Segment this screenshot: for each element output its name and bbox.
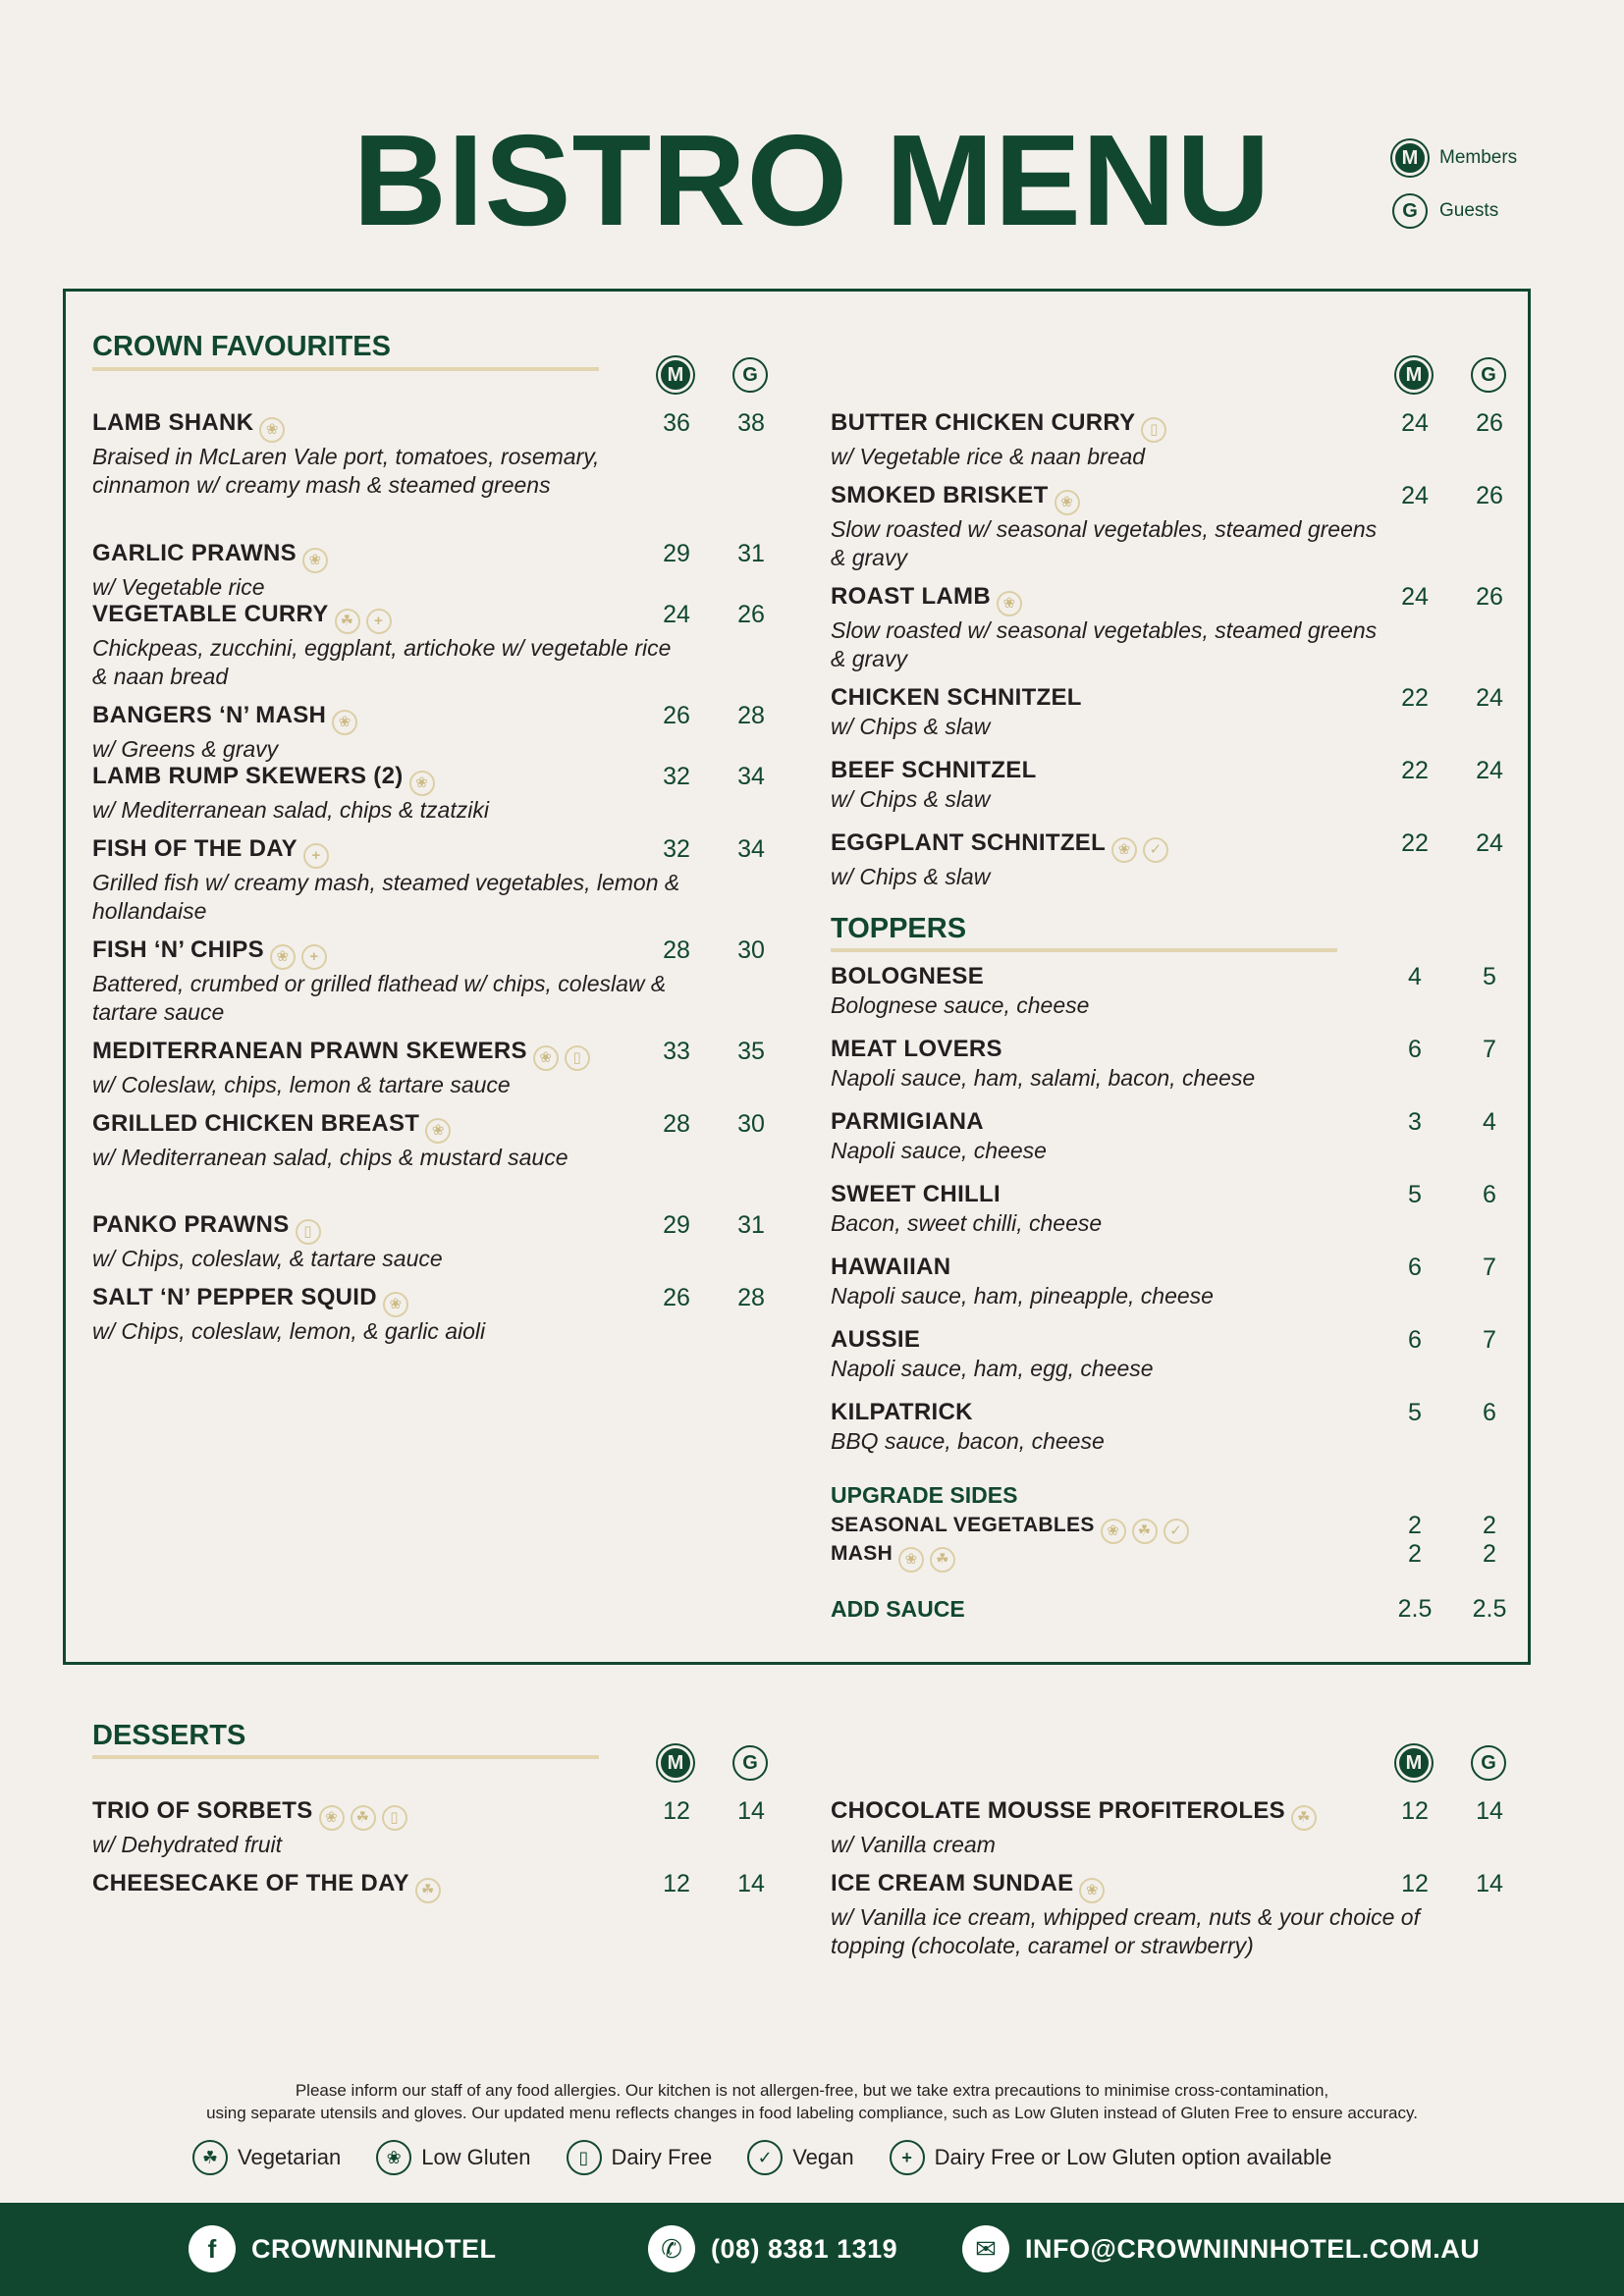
menu-item-name bbox=[92, 1037, 681, 1071]
facebook-icon: f bbox=[189, 2225, 236, 2272]
menu-item-description: w/ Coleslaw, chips, lemon & tartare sauce bbox=[92, 1072, 511, 1097]
allergy-disclaimer bbox=[0, 2079, 1624, 2124]
guests-icon: G bbox=[1471, 357, 1506, 393]
upgrade-sides-heading: UPGRADE SIDES bbox=[831, 1482, 1018, 1508]
menu-item-description: Grilled fish w/ creamy mash, steamed vegetables, lemon & hollandaise bbox=[92, 870, 680, 924]
low-gluten-icon: ❀ bbox=[383, 1292, 408, 1317]
members-price: 33 bbox=[663, 1038, 690, 1065]
phone-number: (08) 8381 1319 bbox=[711, 2233, 898, 2264]
guests-price: 31 bbox=[737, 540, 765, 567]
guests-price: 2 bbox=[1483, 1512, 1496, 1539]
menu-item-name bbox=[831, 683, 1380, 713]
members-price: 28 bbox=[663, 936, 690, 964]
dairy-free-icon: ▯ bbox=[296, 1219, 321, 1245]
menu-item-name-text: ROAST LAMB bbox=[831, 583, 991, 610]
menu-item-name-text: CHOCOLATE MOUSSE PROFITEROLES bbox=[831, 1797, 1285, 1824]
crown-favourites-heading: CROWN FAVOURITES bbox=[92, 331, 391, 362]
menu-item bbox=[92, 1283, 681, 1346]
dietary-key bbox=[192, 2140, 1367, 2175]
menu-item-name bbox=[92, 1210, 681, 1245]
guests-price: 34 bbox=[737, 763, 765, 790]
desserts-heading: DESSERTS bbox=[92, 1720, 246, 1751]
menu-item-name bbox=[92, 935, 681, 970]
menu-item-description: w/ Chips, coleslaw, lemon, & garlic aioli bbox=[92, 1318, 486, 1344]
members-icon: M bbox=[1396, 1745, 1432, 1781]
menu-item bbox=[92, 408, 681, 500]
vegetarian-icon: ☘ bbox=[1291, 1805, 1317, 1831]
menu-item-name bbox=[92, 701, 681, 735]
dietary-key-label: Low Gluten bbox=[421, 2145, 531, 2169]
low-gluten-icon: ❀ bbox=[425, 1118, 451, 1144]
menu-item bbox=[831, 1253, 1380, 1310]
members-price: 26 bbox=[663, 1284, 690, 1311]
menu-item-name bbox=[831, 1180, 1380, 1209]
dietary-key-label: Vegan bbox=[792, 2145, 854, 2169]
menu-item-description: Chickpeas, zucchini, eggplant, artichoke w/ vegetable rice & naan bread bbox=[92, 635, 672, 689]
section-divider bbox=[92, 367, 599, 371]
members-price: 22 bbox=[1401, 757, 1429, 784]
email-address: INFO@CROWNINNHOTEL.COM.AU bbox=[1025, 2233, 1481, 2264]
low-gluten-icon: ❀ bbox=[259, 417, 285, 443]
menu-item bbox=[92, 935, 681, 1027]
menu-item bbox=[831, 1796, 1420, 1859]
guests-price: 35 bbox=[737, 1038, 765, 1065]
menu-item-description: w/ Vanilla cream bbox=[831, 1832, 996, 1857]
guests-price: 30 bbox=[737, 1110, 765, 1138]
guests-price: 26 bbox=[1476, 482, 1503, 509]
members-price: 26 bbox=[663, 702, 690, 729]
low-gluten-icon: ❀ bbox=[1055, 490, 1080, 515]
add-sauce-members-price: 2.5 bbox=[1397, 1595, 1433, 1623]
menu-item-name bbox=[831, 1398, 1380, 1427]
members-icon: M bbox=[658, 1745, 693, 1781]
menu-item bbox=[831, 828, 1380, 891]
menu-item bbox=[92, 1796, 681, 1859]
menu-item-description: w/ Chips & slaw bbox=[831, 864, 991, 889]
guests-price: 30 bbox=[737, 936, 765, 964]
menu-item-name bbox=[92, 1796, 681, 1831]
menu-item-name bbox=[831, 1869, 1420, 1903]
menu-item-name bbox=[92, 1109, 681, 1144]
dairy-free-or-low-gluten-option-icon: + bbox=[366, 609, 392, 634]
disclaimer-line: using separate utensils and gloves. Our updated menu reflects changes in food labeling compliance, such as Low Gluten instead of Gluten Free to ensure accuracy. bbox=[206, 2104, 1418, 2122]
menu-item-name-text: PANKO PRAWNS bbox=[92, 1211, 290, 1238]
menu-item-name bbox=[831, 408, 1380, 443]
menu-item-description: w/ Vegetable rice bbox=[92, 574, 265, 600]
vegan-icon: ✓ bbox=[1143, 837, 1168, 863]
guests-price: 7 bbox=[1483, 1254, 1496, 1281]
low-gluten-icon: ❀ bbox=[898, 1547, 924, 1573]
menu-item-description: Bolognese sauce, cheese bbox=[831, 992, 1090, 1018]
dairy-free-or-low-gluten-option-icon: + bbox=[301, 944, 327, 970]
guests-price: 24 bbox=[1476, 684, 1503, 712]
menu-item-name-text: GARLIC PRAWNS bbox=[92, 540, 297, 566]
menu-item bbox=[92, 701, 681, 764]
price-legend bbox=[1392, 137, 1517, 243]
menu-item-name-text: VEGETABLE CURRY bbox=[92, 601, 329, 627]
menu-item-name bbox=[831, 1325, 1380, 1355]
low-gluten-icon: ❀ bbox=[997, 591, 1022, 616]
menu-item bbox=[92, 600, 681, 691]
dietary-key-label: Dairy Free bbox=[611, 2145, 713, 2169]
members-price: 29 bbox=[663, 540, 690, 567]
members-label: Members bbox=[1439, 147, 1518, 168]
contact-footer bbox=[0, 2203, 1624, 2296]
phone-icon: ✆ bbox=[648, 2225, 695, 2272]
low-gluten-icon: ❀ bbox=[302, 548, 328, 573]
low-gluten-icon: ❀ bbox=[376, 2140, 411, 2175]
vegetarian-icon: ☘ bbox=[351, 1805, 376, 1831]
guests-price: 26 bbox=[737, 601, 765, 628]
guests-price: 38 bbox=[737, 409, 765, 437]
menu-item bbox=[831, 1035, 1380, 1093]
toppers-heading: TOPPERS bbox=[831, 913, 967, 944]
menu-item bbox=[831, 1325, 1380, 1383]
menu-item-name-text: AUSSIE bbox=[831, 1326, 921, 1353]
guests-price: 14 bbox=[1476, 1870, 1503, 1897]
members-price: 22 bbox=[1401, 684, 1429, 712]
menu-item-name bbox=[831, 828, 1380, 863]
vegetarian-icon: ☘ bbox=[930, 1547, 955, 1573]
members-price: 6 bbox=[1408, 1254, 1422, 1281]
menu-title: BISTRO MENU bbox=[352, 108, 1272, 252]
guests-price: 5 bbox=[1483, 963, 1496, 990]
menu-item-description: w/ Vegetable rice & naan bread bbox=[831, 444, 1146, 469]
dairy-free-icon: ▯ bbox=[565, 1045, 590, 1071]
menu-item bbox=[831, 962, 1380, 1020]
menu-item bbox=[831, 582, 1380, 673]
members-price: 4 bbox=[1408, 963, 1422, 990]
members-price: 29 bbox=[663, 1211, 690, 1239]
guests-price: 28 bbox=[737, 1284, 765, 1311]
guests-price: 24 bbox=[1476, 757, 1503, 784]
members-price: 24 bbox=[1401, 583, 1429, 611]
menu-item-description: w/ Mediterranean salad, chips & tzatziki bbox=[92, 797, 489, 823]
menu-item bbox=[831, 1869, 1420, 1960]
guests-icon: G bbox=[732, 1745, 768, 1781]
menu-item-name bbox=[92, 408, 681, 443]
low-gluten-icon: ❀ bbox=[332, 710, 357, 735]
guests-price: 24 bbox=[1476, 829, 1503, 857]
dietary-key-item bbox=[567, 2140, 713, 2175]
menu-item-description: Napoli sauce, cheese bbox=[831, 1138, 1047, 1163]
dairy-free-icon: ▯ bbox=[382, 1805, 407, 1831]
vegan-icon: ✓ bbox=[1164, 1519, 1189, 1544]
guests-price: 6 bbox=[1483, 1181, 1496, 1208]
guests-price: 7 bbox=[1483, 1326, 1496, 1354]
section-divider bbox=[92, 1755, 599, 1759]
menu-item-name-text: HAWAIIAN bbox=[831, 1254, 951, 1280]
menu-item-description: w/ Chips, coleslaw, & tartare sauce bbox=[92, 1246, 443, 1271]
guests-price: 4 bbox=[1483, 1108, 1496, 1136]
members-price: 6 bbox=[1408, 1036, 1422, 1063]
members-price: 28 bbox=[663, 1110, 690, 1138]
email-link[interactable] bbox=[962, 2225, 1480, 2272]
menu-item-name-text: LAMB RUMP SKEWERS (2) bbox=[92, 763, 404, 789]
menu-item-name-text: MEDITERRANEAN PRAWN SKEWERS bbox=[92, 1038, 527, 1064]
menu-item-name-text: ICE CREAM SUNDAE bbox=[831, 1870, 1074, 1896]
members-price: 24 bbox=[1401, 409, 1429, 437]
guests-price: 26 bbox=[1476, 583, 1503, 611]
menu-item-name-text: SEASONAL VEGETABLES bbox=[831, 1514, 1095, 1536]
members-icon: M bbox=[1396, 357, 1432, 393]
menu-item-name-text: EGGPLANT SCHNITZEL bbox=[831, 829, 1107, 856]
members-price: 5 bbox=[1408, 1181, 1422, 1208]
section-divider bbox=[831, 948, 1337, 952]
menu-item-name-text: KILPATRICK bbox=[831, 1399, 973, 1425]
phone-link[interactable] bbox=[648, 2225, 897, 2272]
menu-item-name bbox=[831, 1539, 1380, 1573]
menu-item-name-text: SMOKED BRISKET bbox=[831, 482, 1049, 508]
guests-icon: G bbox=[1471, 1745, 1506, 1781]
facebook-link[interactable] bbox=[189, 2225, 496, 2272]
menu-item-name-text: SALT ‘N’ PEPPER SQUID bbox=[92, 1284, 377, 1310]
guests-price: 14 bbox=[1476, 1797, 1503, 1825]
add-sauce-label: ADD SAUCE bbox=[831, 1596, 965, 1622]
menu-item bbox=[831, 1539, 1380, 1573]
menu-item-description: Slow roasted w/ seasonal vegetables, steamed greens & gravy bbox=[831, 617, 1378, 671]
dietary-key-label: Dairy Free or Low Gluten option available bbox=[934, 2145, 1332, 2169]
menu-item-name-text: TRIO OF SORBETS bbox=[92, 1797, 313, 1824]
guests-price: 31 bbox=[737, 1211, 765, 1239]
members-price: 32 bbox=[663, 763, 690, 790]
menu-item-description: w/ Vanilla ice cream, whipped cream, nuts & your choice of topping (chocolate, caramel or strawberry) bbox=[831, 1904, 1420, 1958]
vegetarian-icon: ☘ bbox=[192, 2140, 228, 2175]
members-price: 12 bbox=[1401, 1797, 1429, 1825]
members-price: 36 bbox=[663, 409, 690, 437]
dairy-free-icon: ▯ bbox=[1141, 417, 1166, 443]
menu-item-name bbox=[831, 1107, 1380, 1137]
members-price: 2 bbox=[1408, 1540, 1422, 1568]
menu-item-name bbox=[92, 539, 681, 573]
menu-item bbox=[831, 481, 1380, 572]
menu-item bbox=[92, 1869, 681, 1903]
dietary-key-item bbox=[890, 2140, 1332, 2175]
guests-icon: G bbox=[732, 357, 768, 393]
menu-item-name-text: BUTTER CHICKEN CURRY bbox=[831, 409, 1136, 436]
menu-item-name-text: GRILLED CHICKEN BREAST bbox=[92, 1110, 420, 1137]
menu-item-name bbox=[831, 756, 1380, 785]
facebook-handle: CROWNINNHOTEL bbox=[251, 2233, 497, 2264]
menu-item-name-text: BOLOGNESE bbox=[831, 963, 985, 989]
members-price: 24 bbox=[663, 601, 690, 628]
menu-item-description: Napoli sauce, ham, egg, cheese bbox=[831, 1356, 1154, 1381]
menu-item-name bbox=[831, 481, 1380, 515]
guests-icon: G bbox=[1392, 193, 1428, 229]
low-gluten-icon: ❀ bbox=[533, 1045, 559, 1071]
menu-item bbox=[92, 539, 681, 602]
menu-item-description: w/ Chips & slaw bbox=[831, 714, 991, 739]
menu-item-description: w/ Dehydrated fruit bbox=[92, 1832, 283, 1857]
menu-item-name-text: CHEESECAKE OF THE DAY bbox=[92, 1870, 409, 1896]
members-price: 12 bbox=[663, 1870, 690, 1897]
menu-item-name bbox=[831, 1796, 1420, 1831]
menu-item-name bbox=[92, 762, 681, 796]
members-price: 6 bbox=[1408, 1326, 1422, 1354]
guests-price: 28 bbox=[737, 702, 765, 729]
menu-item bbox=[92, 1037, 681, 1099]
menu-item-description: Napoli sauce, ham, pineapple, cheese bbox=[831, 1283, 1214, 1308]
dairy-free-or-low-gluten-option-icon: + bbox=[303, 843, 329, 869]
members-price: 24 bbox=[1401, 482, 1429, 509]
menu-item-description: w/ Greens & gravy bbox=[92, 736, 279, 762]
menu-item-name-text: CHICKEN SCHNITZEL bbox=[831, 684, 1082, 711]
mail-icon: ✉ bbox=[962, 2225, 1009, 2272]
vegetarian-icon: ☘ bbox=[1132, 1519, 1158, 1544]
low-gluten-icon: ❀ bbox=[409, 771, 435, 796]
menu-item-name bbox=[831, 962, 1380, 991]
menu-item bbox=[92, 1109, 681, 1172]
members-price: 5 bbox=[1408, 1399, 1422, 1426]
menu-item-description: BBQ sauce, bacon, cheese bbox=[831, 1428, 1105, 1454]
guests-price: 7 bbox=[1483, 1036, 1496, 1063]
menu-item-description: w/ Chips & slaw bbox=[831, 786, 991, 812]
menu-item bbox=[92, 834, 681, 926]
menu-item bbox=[92, 762, 681, 825]
low-gluten-icon: ❀ bbox=[1079, 1878, 1105, 1903]
menu-item-name-text: BEEF SCHNITZEL bbox=[831, 757, 1037, 783]
low-gluten-icon: ❀ bbox=[1101, 1519, 1126, 1544]
dietary-key-item bbox=[192, 2140, 341, 2175]
members-price: 22 bbox=[1401, 829, 1429, 857]
menu-item-name-text: BANGERS ‘N’ MASH bbox=[92, 702, 327, 728]
menu-item-name-text: FISH ‘N’ CHIPS bbox=[92, 936, 264, 963]
guests-price: 6 bbox=[1483, 1399, 1496, 1426]
menu-item bbox=[831, 1180, 1380, 1238]
menu-item-description: Battered, crumbed or grilled flathead w/ chips, coleslaw & tartare sauce bbox=[92, 971, 667, 1025]
menu-item-name bbox=[92, 1283, 681, 1317]
dietary-key-item bbox=[376, 2140, 530, 2175]
dairy-free-or-low-gluten-option-icon: + bbox=[890, 2140, 925, 2175]
members-icon: M bbox=[1392, 140, 1428, 176]
add-sauce-guests-price: 2.5 bbox=[1472, 1595, 1507, 1623]
members-icon: M bbox=[658, 357, 693, 393]
menu-item-name bbox=[831, 1035, 1380, 1064]
members-price: 12 bbox=[663, 1797, 690, 1825]
menu-item-name-text: SWEET CHILLI bbox=[831, 1181, 1001, 1207]
disclaimer-line: Please inform our staff of any food allergies. Our kitchen is not allergen-free, but we take extra precautions to minimise cross-contamination, bbox=[295, 2081, 1329, 2100]
menu-item-description: Braised in McLaren Vale port, tomatoes, rosemary, cinnamon w/ creamy mash & steamed greens bbox=[92, 444, 600, 498]
menu-item-name-text: PARMIGIANA bbox=[831, 1108, 984, 1135]
menu-item-name bbox=[92, 600, 681, 634]
members-price: 12 bbox=[1401, 1870, 1429, 1897]
menu-item-name bbox=[831, 582, 1380, 616]
low-gluten-icon: ❀ bbox=[319, 1805, 345, 1831]
menu-item bbox=[831, 1107, 1380, 1165]
menu-item bbox=[831, 756, 1380, 814]
menu-item-description: Bacon, sweet chilli, cheese bbox=[831, 1210, 1103, 1236]
vegan-icon: ✓ bbox=[747, 2140, 783, 2175]
menu-item bbox=[831, 1398, 1380, 1456]
members-price: 2 bbox=[1408, 1512, 1422, 1539]
members-price: 32 bbox=[663, 835, 690, 863]
menu-item-description: Napoli sauce, ham, salami, bacon, cheese bbox=[831, 1065, 1256, 1091]
vegetarian-icon: ☘ bbox=[415, 1878, 441, 1903]
guests-label: Guests bbox=[1439, 200, 1499, 221]
dairy-free-icon: ▯ bbox=[567, 2140, 602, 2175]
menu-item-name-text: MASH bbox=[831, 1542, 893, 1565]
menu-item-name-text: FISH OF THE DAY bbox=[92, 835, 298, 862]
menu-item bbox=[831, 408, 1380, 471]
guests-price: 26 bbox=[1476, 409, 1503, 437]
menu-item-name bbox=[831, 1253, 1380, 1282]
dietary-key-item bbox=[747, 2140, 853, 2175]
guests-price: 34 bbox=[737, 835, 765, 863]
menu-item-description: Slow roasted w/ seasonal vegetables, steamed greens & gravy bbox=[831, 516, 1378, 570]
low-gluten-icon: ❀ bbox=[1111, 837, 1137, 863]
vegetarian-icon: ☘ bbox=[335, 609, 360, 634]
menu-item bbox=[831, 683, 1380, 741]
dietary-key-label: Vegetarian bbox=[238, 2145, 342, 2169]
menu-item-name bbox=[92, 834, 681, 869]
menu-item-name-text: LAMB SHANK bbox=[92, 409, 254, 436]
guests-price: 14 bbox=[737, 1870, 765, 1897]
menu-item-description: w/ Mediterranean salad, chips & mustard sauce bbox=[92, 1145, 568, 1170]
menu-item-name bbox=[92, 1869, 681, 1903]
menu-item-name-text: MEAT LOVERS bbox=[831, 1036, 1002, 1062]
guests-price: 2 bbox=[1483, 1540, 1496, 1568]
members-price: 3 bbox=[1408, 1108, 1422, 1136]
low-gluten-icon: ❀ bbox=[270, 944, 296, 970]
guests-price: 14 bbox=[737, 1797, 765, 1825]
menu-item bbox=[92, 1210, 681, 1273]
